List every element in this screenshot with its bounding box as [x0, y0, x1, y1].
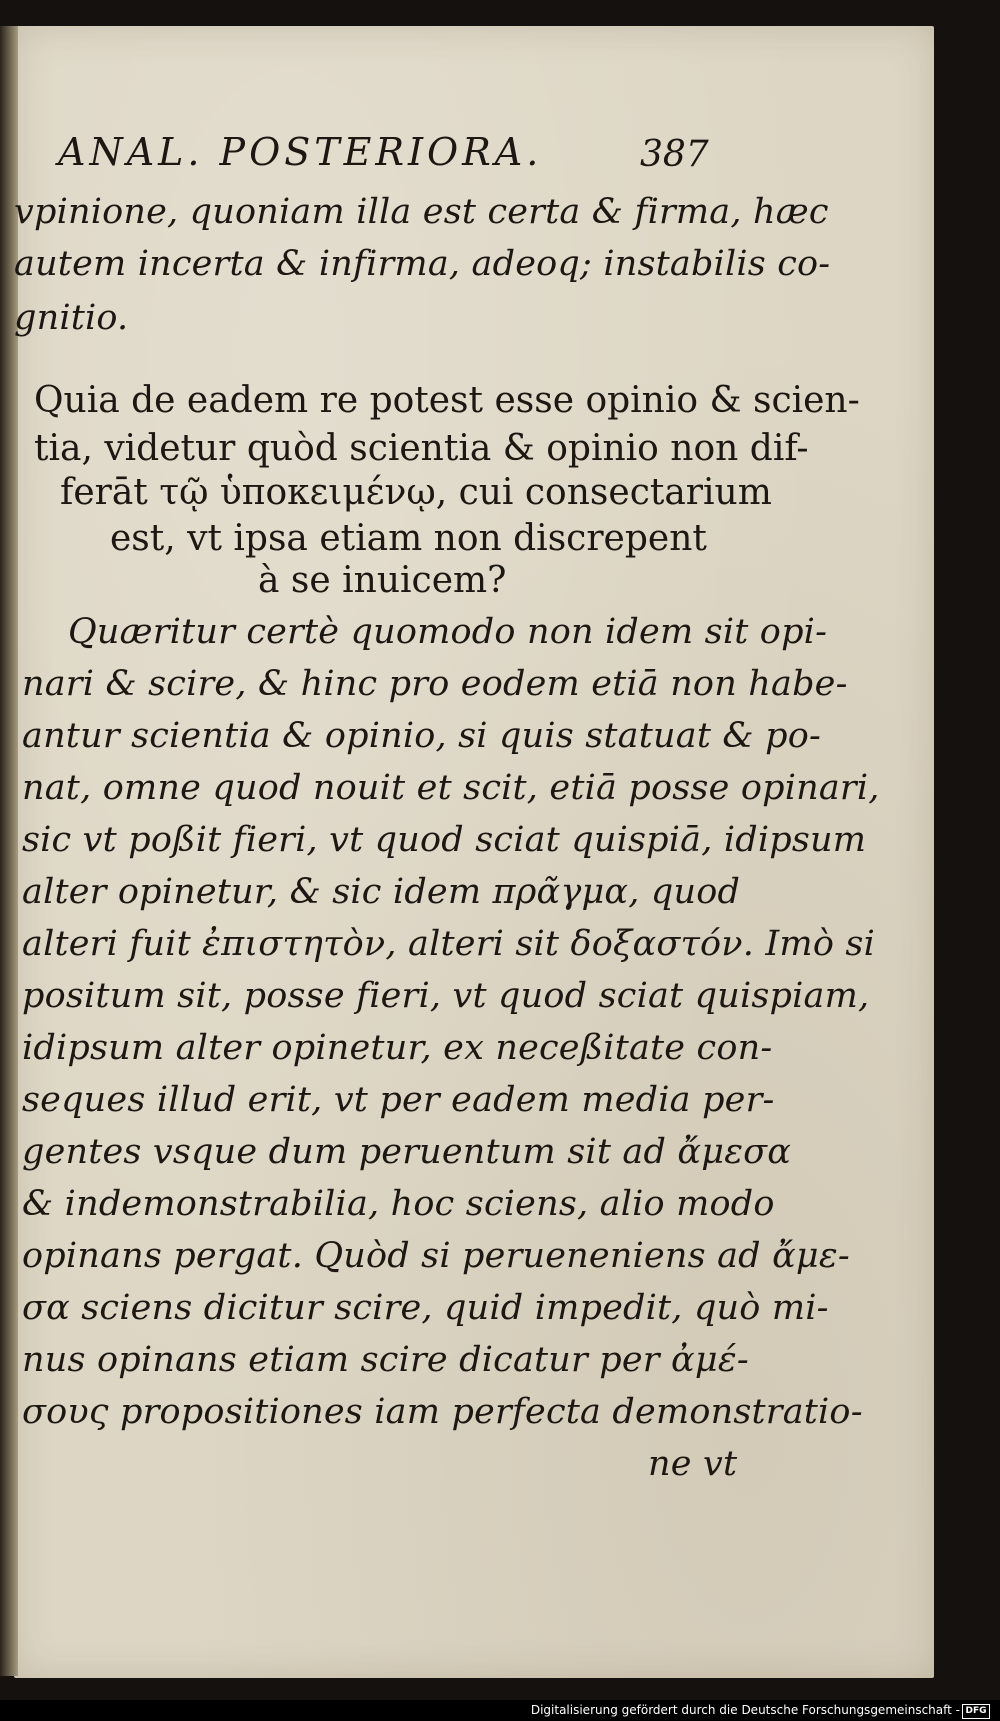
text-line: alter opinetur, & sic idem πρᾶγμα, quod	[22, 872, 741, 912]
text-line: gnitio.	[14, 298, 129, 338]
text-line: σους propositiones iam perfecta demonstratio-	[22, 1392, 863, 1432]
question-line: ferāt τῷ ὑποκειμένῳ, cui consectarium	[60, 472, 772, 513]
question-line: à se inuicem?	[258, 560, 507, 601]
dfg-logo: DFG	[962, 1704, 990, 1719]
question-line: tia, videtur quòd scientia & opinio non dif-	[34, 428, 809, 469]
text-line: antur scientia & opinio, si quis statuat & po-	[22, 716, 821, 756]
text-line: gentes vsque dum peruentum sit ad ἄμεσα	[22, 1132, 792, 1172]
text-line: σα sciens dicitur scire, quid impedit, quò mi-	[22, 1288, 829, 1328]
running-title: ANAL. POSTERIORA.	[58, 130, 543, 174]
footer-credit: Digitalisierung gefördert durch die Deutsche Forschungsgemeinschaft -	[530, 1703, 960, 1717]
question-line: est, vt ipsa etiam non discrepent	[110, 518, 707, 559]
text-line: alteri fuit ἐπιστητὸν, alteri sit δοξαστόν. Imò si	[22, 924, 875, 964]
text-line: nat, omne quod nouit et scit, etiā posse opinari,	[22, 768, 880, 808]
text-line: idipsum alter opinetur, ex neceßitate con-	[22, 1028, 773, 1068]
text-line: & indemonstrabilia, hoc sciens, alio modo	[22, 1184, 775, 1224]
text-line: nus opinans etiam scire dicatur per ἀμέ-	[22, 1340, 749, 1380]
text-line: vpinione, quoniam illa est certa & firma, hæc	[14, 192, 829, 232]
text-line: nari & scire, & hinc pro eodem etiā non habe-	[22, 664, 848, 704]
text-line: Quæritur certè quomodo non idem sit opi-	[68, 612, 828, 652]
text-line: sic vt poßit fieri, vt quod sciat quispiā, idipsum	[22, 820, 867, 860]
text-line: seques illud erit, vt per eadem media per-	[22, 1080, 775, 1120]
catchword: ne vt	[648, 1444, 738, 1484]
text-line: autem incerta & infirma, adeoq; instabilis co-	[14, 244, 831, 284]
question-line: Quia de eadem re potest esse opinio & scien-	[34, 380, 860, 421]
text-line: positum sit, posse fieri, vt quod sciat quispiam,	[22, 976, 870, 1016]
text-line: opinans pergat. Quòd si perueneniens ad ἄμε-	[22, 1236, 850, 1276]
page-number: 387	[640, 134, 709, 175]
